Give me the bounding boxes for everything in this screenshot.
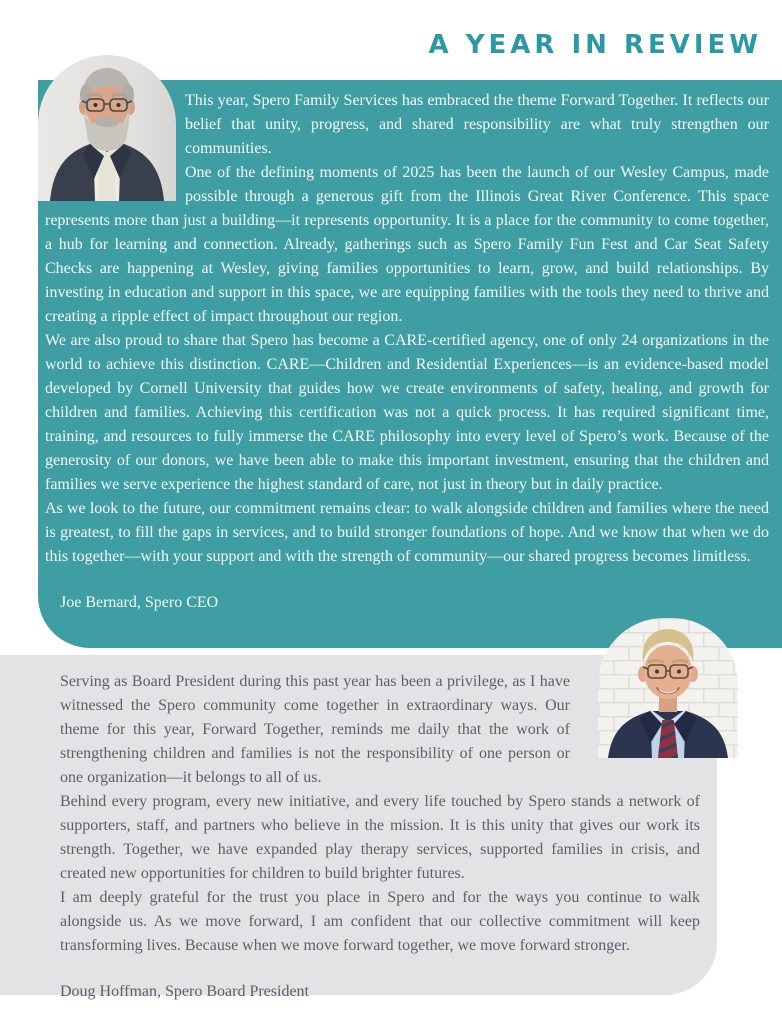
ceo-letter-paragraph: One of the defining moments of 2025 has been the launch of our Wesley Campus, made possible through a generous gift from the Illinois Great River Conference. This space represents more than just a building—it represents opportunity. It is a place for the community to come together, a hub for learning and connection. Already, gatherings such as Spero Family Fun Fest and Car Seat Safety Checks are happening at Wesley, giving families opportunities to learn, grow, and build relationships. By investing in education and support in this space, we are equipping families with the tools they need to thrive and creating a ripple effect of impact throughout our region.: [45, 164, 769, 325]
ceo-letter-paragraph: We are also proud to share that Spero has become a CARE-certified agency, one of only 24 organizations in the world to achieve this distinction. CARE—Children and Residential Experiences—is an evidence-based model developed by Cornell University that guides how we create environments of safety, healing, and growth for children and families. Achieving this certification was not a quick process. It has required significant time, training, and resources to fully immerse the CARE philosophy into every level of Spero’s work. Because of the generosity of our donors, we have been able to make this important investment, ensuring that the children and families we serve experience the highest standard of care, not just in theory but in daily practice.: [45, 332, 769, 493]
page-title: A YEAR IN REVIEW: [428, 30, 762, 60]
board-letter-paragraph: Serving as Board President during this past year has been a privilege, as I have witnessed the Spero community come together in extraordinary ways. Our theme for this year, Forward Together, reminds me daily that the work of strengthening children and families is not the responsibility of one person or one organization—it belongs to all of us.: [60, 673, 570, 786]
board-letter-paragraph: Behind every program, every new initiative, and every life touched by Spero stands a network of supporters, staff, and partners who believe in the mission. It is this unity that gives our work its strength. Together, we have expanded play therapy services, supported families in crisis, and created new opportunities for children to build brighter futures.: [60, 793, 700, 882]
board-president-portrait-image: [598, 618, 738, 758]
board-signature: Doug Hoffman, Spero Board President: [60, 983, 309, 1000]
ceo-portrait-image: [38, 55, 176, 201]
ceo-signature: Joe Bernard, Spero CEO: [60, 594, 219, 611]
ceo-letter-paragraph: This year, Spero Family Services has embraced the theme Forward Together. It reflects our belief that unity, progress, and shared responsibility are what truly strengthen our communities.: [185, 92, 769, 157]
ceo-letter-paragraph: As we look to the future, our commitment remains clear: to walk alongside children and families where the need is greatest, to fill the gaps in services, and to build stronger foundations of hope. And we know that when we do this together—with your support and with the strength of community—our shared progress becomes limitless.: [45, 500, 769, 565]
ceo-portrait-photo: [38, 55, 176, 201]
board-president-portrait-photo: [598, 618, 738, 758]
board-letter-paragraph: I am deeply grateful for the trust you place in Spero and for the ways you continue to walk alongside us. As we move forward, I am confident that our collective commitment will keep transforming lives. Because when we move forward together, we move forward stronger.: [60, 889, 700, 954]
